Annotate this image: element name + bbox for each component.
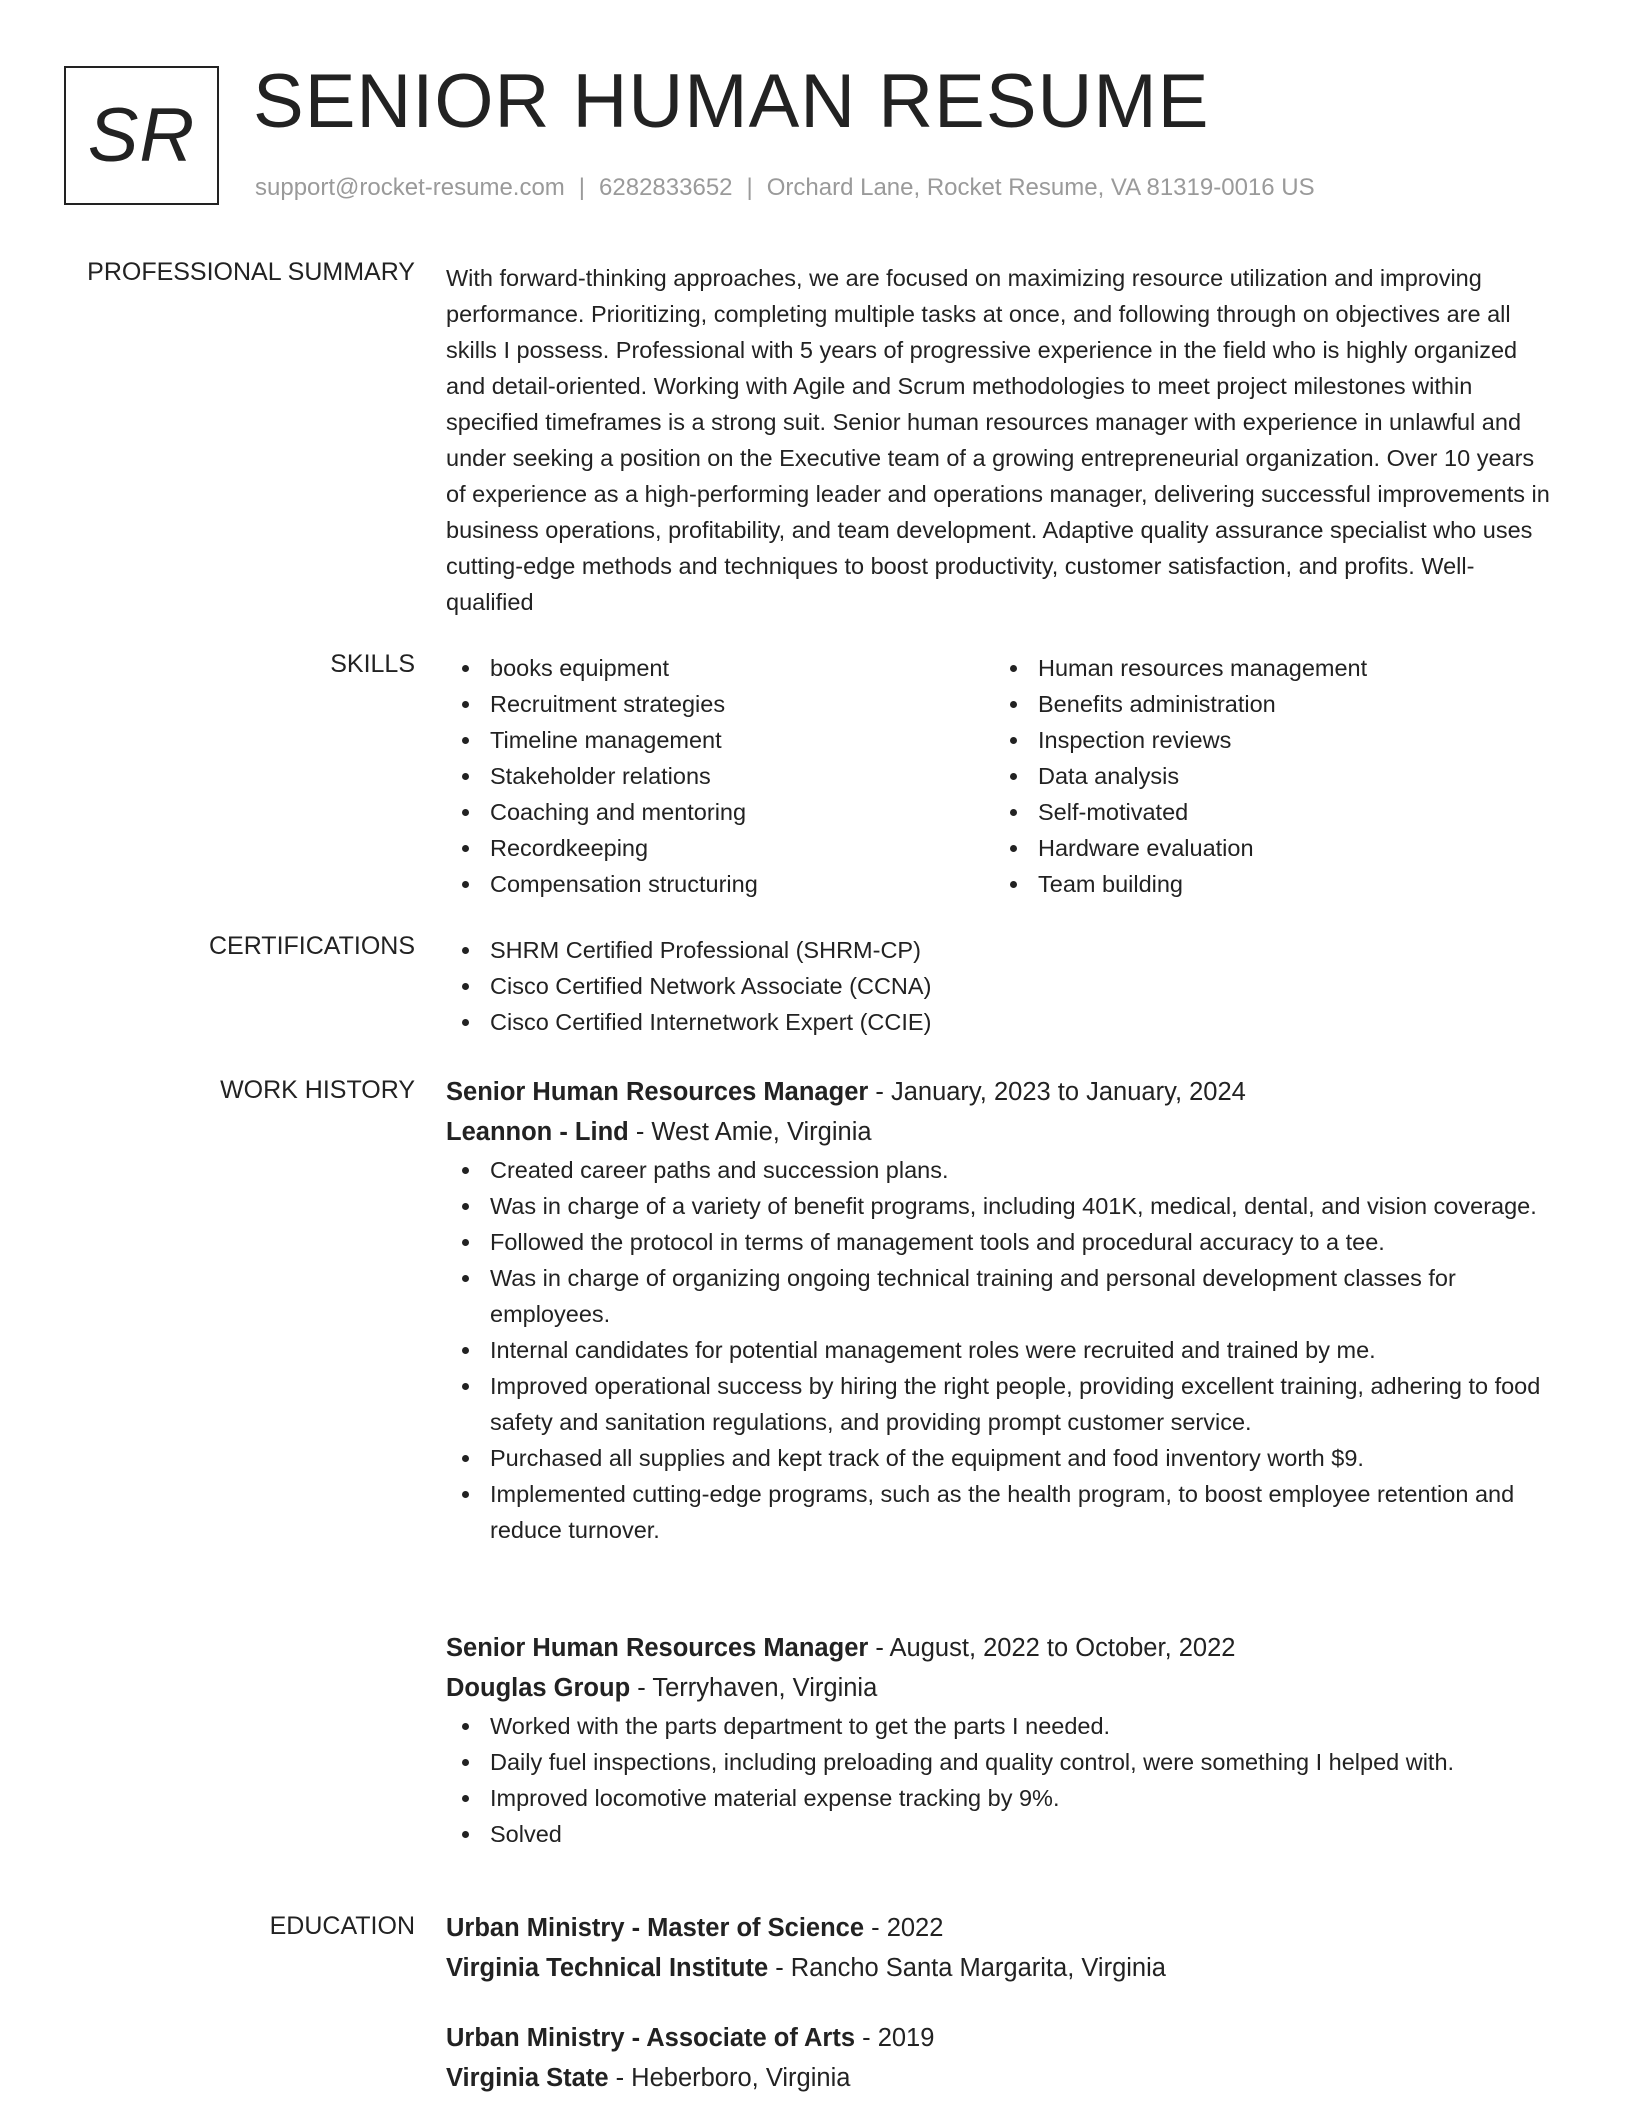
education-school-line bbox=[446, 1948, 1558, 1988]
job-location: - West Amie, Virginia bbox=[628, 1118, 872, 1146]
job-bullet: Was in charge of a variety of benefit programs, including 401K, medical, dental, and vision coverage. bbox=[446, 1188, 1558, 1224]
skills-columns bbox=[446, 650, 1558, 902]
job-title-line bbox=[446, 1628, 1558, 1668]
contact-address: Orchard Lane, Rocket Resume, VA 81319-0016 US bbox=[766, 174, 1315, 201]
skill-item: books equipment bbox=[446, 650, 994, 686]
job-location: - Terryhaven, Virginia bbox=[630, 1674, 878, 1702]
skills-list-right bbox=[994, 650, 1542, 902]
certifications-body bbox=[446, 932, 1558, 1040]
education-degree: Urban Ministry - Master of Science bbox=[446, 1914, 865, 1942]
skill-item: Coaching and mentoring bbox=[446, 794, 994, 830]
skill-item: Human resources management bbox=[994, 650, 1542, 686]
job-company: Leannon - Lind bbox=[446, 1118, 629, 1146]
education-location: - Rancho Santa Margarita, Virginia bbox=[768, 1954, 1166, 1982]
skill-item: Recruitment strategies bbox=[446, 686, 994, 722]
job-bullets bbox=[446, 1708, 1558, 1852]
education-year: - 2022 bbox=[864, 1914, 944, 1942]
job-bullet: Daily fuel inspections, including preloading and quality control, were something I helped with. bbox=[446, 1744, 1558, 1780]
job-role: Senior Human Resources Manager bbox=[446, 1634, 869, 1662]
summary-text: With forward-thinking approaches, we are focused on maximizing resource utilization and improving performance. Prioritizing, completing multiple tasks at once, and following through on objectives are all skills I possess. Professional with 5 years of progressive experience in the field who is highly organized and detail-oriented. Working with Agile and Scrum methodologies to meet project milestones within specified timeframes is a strong suit. Senior human resources manager with experience in unlawful and under seeking a position on the Executive team of a growing entrepreneurial organization. Over 10 years of experience as a high-performing leader and operations manager, delivering successful improvements in business operations, profitability, and team development. Adaptive quality assurance specialist who uses cutting-edge methods and techniques to boost productivity, customer satisfaction, and profits. Well-qualified bbox=[446, 265, 1550, 615]
skill-item: Recordkeeping bbox=[446, 830, 994, 866]
job-bullet: Created career paths and succession plans. bbox=[446, 1152, 1558, 1188]
section-title-skills: SKILLS bbox=[330, 650, 415, 678]
contact-phone: 6282833652 bbox=[599, 174, 733, 201]
contact-line bbox=[255, 174, 1315, 202]
skills-list-left bbox=[446, 650, 994, 902]
certifications-list bbox=[446, 932, 1558, 1040]
education-degree-line bbox=[446, 1908, 1558, 1948]
summary-body bbox=[446, 260, 1558, 620]
monogram-initials: SR bbox=[87, 93, 196, 178]
job-entry bbox=[446, 1628, 1558, 1852]
skill-item: Data analysis bbox=[994, 758, 1542, 794]
job-dates: - January, 2023 to January, 2024 bbox=[868, 1078, 1246, 1106]
job-bullet: Worked with the parts department to get the parts I needed. bbox=[446, 1708, 1558, 1744]
education-location: - Heberboro, Virginia bbox=[608, 2064, 851, 2092]
education-entry bbox=[446, 2018, 1558, 2098]
skill-item: Compensation structuring bbox=[446, 866, 994, 902]
job-bullet: Was in charge of organizing ongoing technical training and personal development classes for employees. bbox=[446, 1260, 1558, 1332]
job-bullet: Internal candidates for potential management roles were recruited and trained by me. bbox=[446, 1332, 1558, 1368]
education-entry bbox=[446, 1908, 1558, 1988]
skill-item: Stakeholder relations bbox=[446, 758, 994, 794]
contact-separator: | bbox=[578, 174, 586, 201]
education-year: - 2019 bbox=[855, 2024, 935, 2052]
job-company-line bbox=[446, 1112, 1558, 1152]
job-bullet: Followed the protocol in terms of management tools and procedural accuracy to a tee. bbox=[446, 1224, 1558, 1260]
job-bullet: Purchased all supplies and kept track of the equipment and food inventory worth $9. bbox=[446, 1440, 1558, 1476]
education-school: Virginia State bbox=[446, 2064, 609, 2092]
section-title-summary: PROFESSIONAL SUMMARY bbox=[87, 258, 415, 286]
job-title-line bbox=[446, 1072, 1558, 1112]
job-bullet: Implemented cutting-edge programs, such as the health program, to boost employee retention and reduce turnover. bbox=[446, 1476, 1558, 1548]
job-bullets bbox=[446, 1152, 1558, 1548]
skill-item: Timeline management bbox=[446, 722, 994, 758]
contact-separator: | bbox=[746, 174, 753, 201]
job-role: Senior Human Resources Manager bbox=[446, 1078, 869, 1106]
job-entry bbox=[446, 1072, 1558, 1548]
certification-item: Cisco Certified Internetwork Expert (CCIE) bbox=[446, 1004, 1558, 1040]
job-bullet: Improved operational success by hiring the right people, providing excellent training, adhering to food safety and sanitation regulations, and providing prompt customer service. bbox=[446, 1368, 1558, 1440]
skill-item: Self-motivated bbox=[994, 794, 1542, 830]
certification-item: SHRM Certified Professional (SHRM-CP) bbox=[446, 932, 1558, 968]
skill-item: Hardware evaluation bbox=[994, 830, 1542, 866]
education-school: Virginia Technical Institute bbox=[446, 1954, 769, 1982]
skill-item: Inspection reviews bbox=[994, 722, 1542, 758]
education-degree: Urban Ministry - Associate of Arts bbox=[446, 2024, 856, 2052]
education-school-line bbox=[446, 2058, 1558, 2098]
education-degree-line bbox=[446, 2018, 1558, 2058]
monogram-box bbox=[64, 66, 219, 205]
certification-item: Cisco Certified Network Associate (CCNA) bbox=[446, 968, 1558, 1004]
job-company-line bbox=[446, 1668, 1558, 1708]
skill-item: Benefits administration bbox=[994, 686, 1542, 722]
contact-email: support@rocket-resume.com bbox=[255, 174, 565, 201]
job-company: Douglas Group bbox=[446, 1674, 631, 1702]
section-title-certifications: CERTIFICATIONS bbox=[208, 932, 415, 960]
skill-item: Team building bbox=[994, 866, 1542, 902]
section-title-work-history: WORK HISTORY bbox=[220, 1076, 415, 1104]
resume-name: SENIOR HUMAN RESUME bbox=[253, 59, 1210, 144]
job-dates: - August, 2022 to October, 2022 bbox=[868, 1634, 1236, 1662]
section-title-education: EDUCATION bbox=[269, 1912, 415, 1940]
job-bullet: Solved bbox=[446, 1816, 1558, 1852]
job-bullet: Improved locomotive material expense tracking by 9%. bbox=[446, 1780, 1558, 1816]
